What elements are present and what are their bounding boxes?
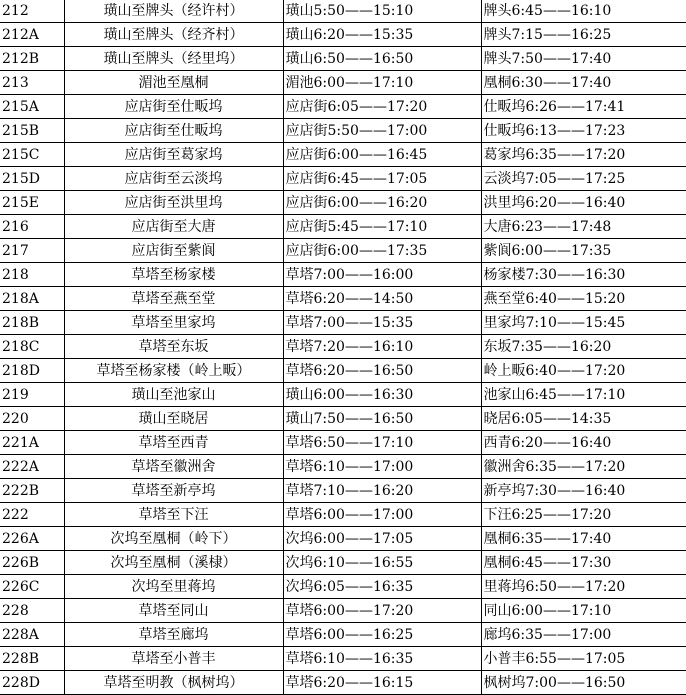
route-number-cell: 222 bbox=[0, 503, 64, 527]
route-name-cell: 璜山至晓居 bbox=[64, 407, 283, 431]
table-row bbox=[0, 311, 686, 335]
return-times-cell: 廊坞6:35——17:00 bbox=[481, 623, 686, 647]
route-number-cell: 222A bbox=[0, 455, 64, 479]
route-name-cell: 应店街至仕畈坞 bbox=[64, 119, 283, 143]
route-number-cell: 216 bbox=[0, 215, 64, 239]
route-number-cell: 218B bbox=[0, 311, 64, 335]
route-number-cell: 215C bbox=[0, 143, 64, 167]
departure-times-cell: 次坞6:00——17:05 bbox=[283, 527, 481, 551]
return-times-cell: 西青6:20——16:40 bbox=[481, 431, 686, 455]
return-times-cell: 紫阆6:00——17:35 bbox=[481, 239, 686, 263]
route-name-cell: 次坞至凰桐（岭下） bbox=[64, 527, 283, 551]
route-number-cell: 226B bbox=[0, 551, 64, 575]
departure-times-cell: 应店街6:00——16:45 bbox=[283, 143, 481, 167]
departure-times-cell: 璜山6:00——16:30 bbox=[283, 383, 481, 407]
route-name-cell: 草塔至东坂 bbox=[64, 335, 283, 359]
table-row bbox=[0, 0, 686, 23]
route-number-cell: 228D bbox=[0, 671, 64, 695]
route-name-cell: 应店街至大唐 bbox=[64, 215, 283, 239]
route-number-cell: 226A bbox=[0, 527, 64, 551]
departure-times-cell: 应店街6:45——17:05 bbox=[283, 167, 481, 191]
return-times-cell: 岭上畈6:40——17:20 bbox=[481, 359, 686, 383]
return-times-cell: 同山6:00——17:10 bbox=[481, 599, 686, 623]
table-row bbox=[0, 167, 686, 191]
route-number-cell: 218A bbox=[0, 287, 64, 311]
departure-times-cell: 草塔7:00——15:35 bbox=[283, 311, 481, 335]
route-name-cell: 璜山至牌头（经许村） bbox=[64, 0, 283, 23]
route-name-cell: 草塔至里家坞 bbox=[64, 311, 283, 335]
table-row bbox=[0, 623, 686, 647]
departure-times-cell: 璜山6:20——15:35 bbox=[283, 23, 481, 47]
route-name-cell: 应店街至洪里坞 bbox=[64, 191, 283, 215]
route-name-cell: 次坞至里蒋坞 bbox=[64, 575, 283, 599]
return-times-cell: 牌头7:15——16:25 bbox=[481, 23, 686, 47]
table-row bbox=[0, 23, 686, 47]
departure-times-cell: 草塔6:00——16:25 bbox=[283, 623, 481, 647]
route-name-cell: 应店街至葛家坞 bbox=[64, 143, 283, 167]
return-times-cell: 池家山6:45——17:10 bbox=[481, 383, 686, 407]
table-row bbox=[0, 407, 686, 431]
route-name-cell: 草塔至杨家楼 bbox=[64, 263, 283, 287]
route-number-cell: 226C bbox=[0, 575, 64, 599]
route-number-cell: 215A bbox=[0, 95, 64, 119]
route-number-cell: 218 bbox=[0, 263, 64, 287]
return-times-cell: 杨家楼7:30——16:30 bbox=[481, 263, 686, 287]
route-name-cell: 草塔至下汪 bbox=[64, 503, 283, 527]
table-row bbox=[0, 527, 686, 551]
return-times-cell: 东坂7:35——16:20 bbox=[481, 335, 686, 359]
table-row bbox=[0, 71, 686, 95]
route-number-cell: 212A bbox=[0, 23, 64, 47]
table-row bbox=[0, 503, 686, 527]
departure-times-cell: 璜山7:50——16:50 bbox=[283, 407, 481, 431]
route-name-cell: 应店街至仕畈坞 bbox=[64, 95, 283, 119]
return-times-cell: 晓居6:05——14:35 bbox=[481, 407, 686, 431]
departure-times-cell: 草塔6:10——17:00 bbox=[283, 455, 481, 479]
route-number-cell: 215B bbox=[0, 119, 64, 143]
return-times-cell: 凰桐6:30——17:40 bbox=[481, 71, 686, 95]
route-name-cell: 应店街至云淡坞 bbox=[64, 167, 283, 191]
table-row bbox=[0, 191, 686, 215]
table-row bbox=[0, 47, 686, 71]
route-number-cell: 219 bbox=[0, 383, 64, 407]
route-number-cell: 218D bbox=[0, 359, 64, 383]
route-number-cell: 215D bbox=[0, 167, 64, 191]
route-number-cell: 217 bbox=[0, 239, 64, 263]
table-row bbox=[0, 335, 686, 359]
departure-times-cell: 次坞6:05——16:35 bbox=[283, 575, 481, 599]
route-number-cell: 220 bbox=[0, 407, 64, 431]
table-row bbox=[0, 215, 686, 239]
table-row bbox=[0, 647, 686, 671]
departure-times-cell: 草塔6:20——16:50 bbox=[283, 359, 481, 383]
departure-times-cell: 草塔6:20——16:15 bbox=[283, 671, 481, 695]
route-number-cell: 228 bbox=[0, 599, 64, 623]
route-number-cell: 218C bbox=[0, 335, 64, 359]
table-row bbox=[0, 287, 686, 311]
route-name-cell: 湄池至凰桐 bbox=[64, 71, 283, 95]
return-times-cell: 徽洲舍6:35——17:20 bbox=[481, 455, 686, 479]
table-row bbox=[0, 263, 686, 287]
departure-times-cell: 草塔6:10——16:35 bbox=[283, 647, 481, 671]
table-row bbox=[0, 383, 686, 407]
route-number-cell: 221A bbox=[0, 431, 64, 455]
return-times-cell: 小普丰6:55——17:05 bbox=[481, 647, 686, 671]
return-times-cell: 仕畈坞6:26——17:41 bbox=[481, 95, 686, 119]
return-times-cell: 新亭坞7:30——16:40 bbox=[481, 479, 686, 503]
route-name-cell: 草塔至新亭坞 bbox=[64, 479, 283, 503]
return-times-cell: 凰桐6:35——17:40 bbox=[481, 527, 686, 551]
return-times-cell: 凰桐6:45——17:30 bbox=[481, 551, 686, 575]
route-number-cell: 222B bbox=[0, 479, 64, 503]
route-name-cell: 草塔至燕至堂 bbox=[64, 287, 283, 311]
table-row bbox=[0, 551, 686, 575]
departure-times-cell: 草塔6:00——17:00 bbox=[283, 503, 481, 527]
departure-times-cell: 草塔6:20——14:50 bbox=[283, 287, 481, 311]
return-times-cell: 大唐6:23——17:48 bbox=[481, 215, 686, 239]
route-name-cell: 次坞至凰桐（溪棣） bbox=[64, 551, 283, 575]
departure-times-cell: 璜山5:50——15:10 bbox=[283, 0, 481, 23]
route-number-cell: 228A bbox=[0, 623, 64, 647]
departure-times-cell: 应店街5:45——17:10 bbox=[283, 215, 481, 239]
departure-times-cell: 草塔7:20——16:10 bbox=[283, 335, 481, 359]
return-times-cell: 洪里坞6:20——16:40 bbox=[481, 191, 686, 215]
route-name-cell: 璜山至牌头（经齐村） bbox=[64, 23, 283, 47]
route-name-cell: 草塔至廊坞 bbox=[64, 623, 283, 647]
table-row bbox=[0, 575, 686, 599]
departure-times-cell: 应店街5:50——17:00 bbox=[283, 119, 481, 143]
departure-times-cell: 湄池6:00——17:10 bbox=[283, 71, 481, 95]
route-number-cell: 212B bbox=[0, 47, 64, 71]
table-row bbox=[0, 359, 686, 383]
table-row bbox=[0, 479, 686, 503]
return-times-cell: 葛家坞6:35——17:20 bbox=[481, 143, 686, 167]
return-times-cell: 燕至堂6:40——15:20 bbox=[481, 287, 686, 311]
return-times-cell: 枫树坞7:00——16:50 bbox=[481, 671, 686, 695]
route-name-cell: 草塔至小普丰 bbox=[64, 647, 283, 671]
table-row bbox=[0, 95, 686, 119]
return-times-cell: 牌头6:45——16:10 bbox=[481, 0, 686, 23]
departure-times-cell: 璜山6:50——16:50 bbox=[283, 47, 481, 71]
table-row bbox=[0, 119, 686, 143]
table-row bbox=[0, 455, 686, 479]
route-number-cell: 212 bbox=[0, 0, 64, 23]
route-name-cell: 草塔至明教（枫树坞） bbox=[64, 671, 283, 695]
table-row bbox=[0, 599, 686, 623]
route-number-cell: 213 bbox=[0, 71, 64, 95]
return-times-cell: 下汪6:25——17:20 bbox=[481, 503, 686, 527]
return-times-cell: 里家坞7:10——15:45 bbox=[481, 311, 686, 335]
route-number-cell: 228B bbox=[0, 647, 64, 671]
departure-times-cell: 次坞6:10——16:55 bbox=[283, 551, 481, 575]
route-name-cell: 草塔至西青 bbox=[64, 431, 283, 455]
route-name-cell: 草塔至杨家楼（岭上畈） bbox=[64, 359, 283, 383]
table-row bbox=[0, 431, 686, 455]
departure-times-cell: 应店街6:05——17:20 bbox=[283, 95, 481, 119]
departure-times-cell: 草塔6:00——17:20 bbox=[283, 599, 481, 623]
departure-times-cell: 应店街6:00——17:35 bbox=[283, 239, 481, 263]
table-row bbox=[0, 143, 686, 167]
return-times-cell: 云淡坞7:05——17:25 bbox=[481, 167, 686, 191]
return-times-cell: 牌头7:50——17:40 bbox=[481, 47, 686, 71]
route-number-cell: 215E bbox=[0, 191, 64, 215]
route-name-cell: 璜山至牌头（经里坞） bbox=[64, 47, 283, 71]
departure-times-cell: 应店街6:00——16:20 bbox=[283, 191, 481, 215]
table-row bbox=[0, 239, 686, 263]
route-name-cell: 璜山至池家山 bbox=[64, 383, 283, 407]
return-times-cell: 里蒋坞6:50——17:20 bbox=[481, 575, 686, 599]
return-times-cell: 仕畈坞6:13——17:23 bbox=[481, 119, 686, 143]
route-name-cell: 应店街至紫阆 bbox=[64, 239, 283, 263]
route-name-cell: 草塔至徽洲舍 bbox=[64, 455, 283, 479]
departure-times-cell: 草塔6:50——17:10 bbox=[283, 431, 481, 455]
route-name-cell: 草塔至同山 bbox=[64, 599, 283, 623]
departure-times-cell: 草塔7:00——16:00 bbox=[283, 263, 481, 287]
departure-times-cell: 草塔7:10——16:20 bbox=[283, 479, 481, 503]
